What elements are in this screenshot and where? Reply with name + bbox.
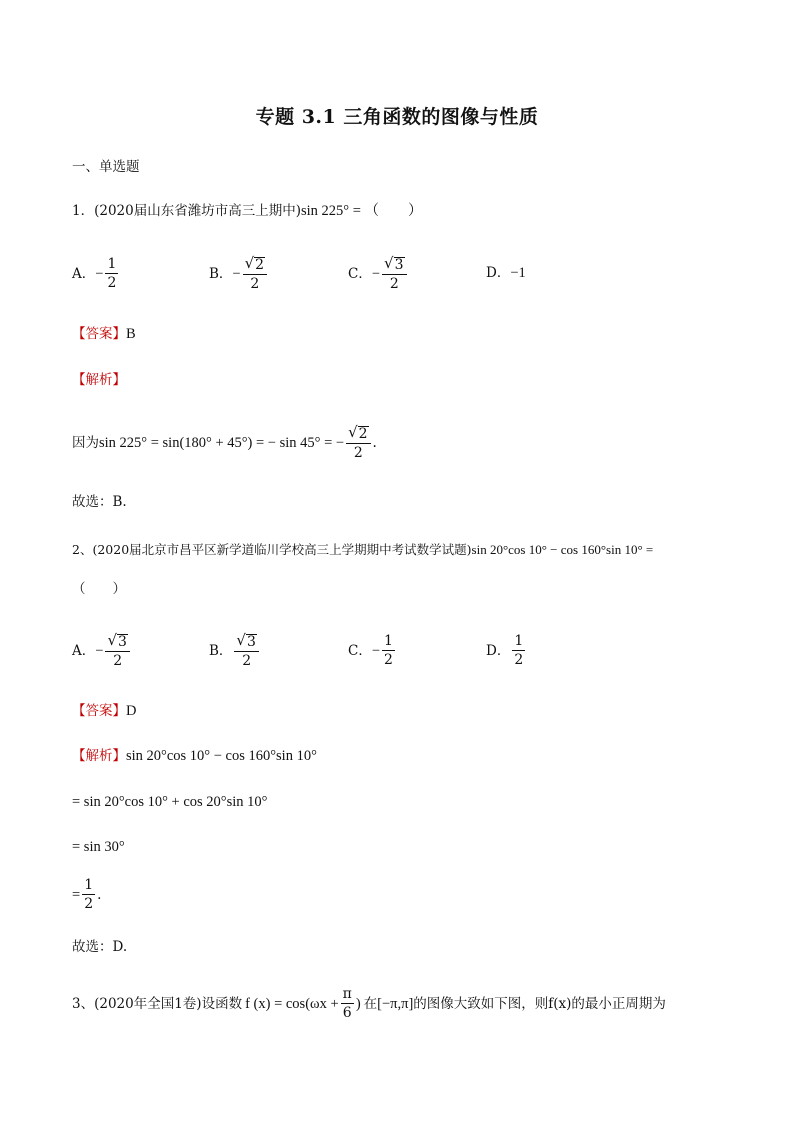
- q2-option-b-fraction: $\frac{√3}{2}$: [234, 632, 258, 670]
- answer-tag: 【答案】: [72, 326, 126, 342]
- q2-option-a-fraction: $\frac{√3}{2}$: [105, 632, 129, 670]
- question-2-paren: （ ）: [72, 581, 126, 597]
- q1-option-a-fraction: $\frac{1}{2}$: [107, 256, 117, 291]
- question-2-source: 2、(2020届北京市昌平区新学道临川学校高三上学期期中考试数学试题): [72, 542, 472, 557]
- answer-tag: 【答案】: [72, 703, 126, 719]
- q1-option-b-fraction: $\frac{√2}{2}$: [243, 255, 267, 293]
- q1-option-c: C． − $\frac{√3}{2}$: [348, 255, 409, 293]
- question-1-math: sin 225° = （ ）: [300, 203, 423, 219]
- q2-option-c-fraction: $\frac{1}{2}$: [384, 633, 393, 668]
- question-1-source: 1．(2020届山东省潍坊市高三上期中): [72, 203, 301, 219]
- q1-option-a: A． − $\frac{1}{2}$: [72, 256, 117, 291]
- q1-option-d: D． −1: [486, 265, 526, 281]
- q1-answer: 【答案】B: [72, 326, 136, 342]
- q2-analysis-line-4: = $\frac{1}{2}$ .: [72, 877, 102, 912]
- q2-answer: 【答案】D: [72, 703, 137, 719]
- q2-analysis-fraction: $\frac{1}{2}$: [84, 877, 94, 912]
- q1-choice: 故选：B.: [72, 494, 127, 510]
- q2-option-d-fraction: $\frac{1}{2}$: [514, 633, 524, 668]
- question-3-stem: 3、(2020年全国1卷)设函数 f (x) = cos(ωx + $\frac{\pi}{6}$ ) 在 [−π,π] 的图像大致如下图，则f(x)的最小正周期为: [72, 986, 666, 1021]
- section-heading: 一、单选题: [72, 159, 140, 175]
- q1-analysis-tag: 【解析】: [72, 372, 126, 388]
- q2-choice: 故选：D.: [72, 939, 128, 955]
- question-3-source: 3、(2020年全国1卷)设函数: [72, 995, 243, 1012]
- question-2-stem: [72, 541, 653, 559]
- question-1-stem: [72, 202, 423, 220]
- q2-analysis-line-1: 【解析】sin 20°cos 10° − cos 160°sin 10°: [72, 748, 317, 764]
- q2-option-a: A． − $\frac{√3}{2}$: [72, 632, 132, 670]
- question-2-math: sin 20°cos 10° − cos 160°sin 10° =: [471, 542, 654, 557]
- q2-option-c: C． − $\frac{1}{2}$: [348, 633, 393, 668]
- q1-analysis-fraction: $\frac{√2}{2}$: [346, 424, 370, 462]
- analysis-tag: 【解析】: [72, 748, 126, 764]
- q2-analysis-line-2: = sin 20°cos 10° + cos 20°sin 10°: [72, 794, 268, 810]
- q3-stem-fraction: $\frac{\pi}{6}$: [342, 986, 352, 1021]
- q1-option-b: B． − $\frac{√2}{2}$: [209, 255, 269, 293]
- q1-analysis: 因为 sin 225° = sin(180° + 45°) = − sin 45° = − $\frac{√2}{2}$ .: [72, 423, 377, 461]
- q1-option-c-fraction: $\frac{√3}{2}$: [382, 255, 406, 293]
- q2-option-b: B． $\frac{√3}{2}$: [209, 632, 261, 670]
- q2-option-d: D． $\frac{1}{2}$: [486, 633, 524, 668]
- q2-analysis-line-3: = sin 30°: [72, 839, 125, 855]
- page-title: 专题 3.1 三角函数的图像与性质: [255, 106, 539, 128]
